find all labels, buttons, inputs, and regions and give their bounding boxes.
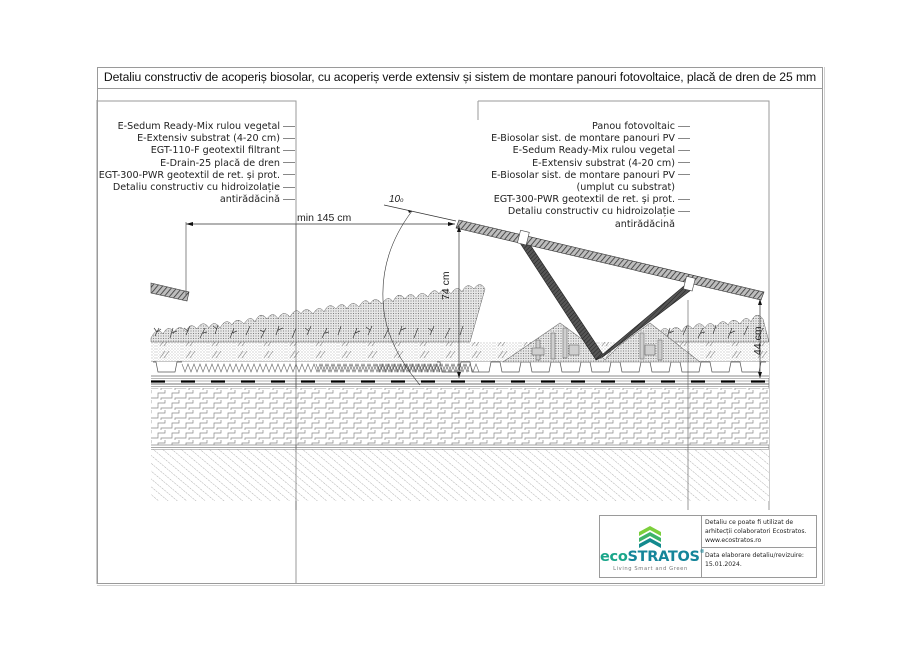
legend-left: [95, 121, 295, 206]
legend-left-item: E-Extensiv substrat (4-20 cm): [95, 133, 295, 145]
legend-left-item: E-Drain-25 placă de dren: [95, 158, 295, 170]
legend-left-item: E-Sedum Ready-Mix rulou vegetal: [95, 121, 295, 133]
legend-left-item: EGT-300-PWR geotextil de ret. și prot.: [95, 170, 295, 182]
legend-right-item: E-Sedum Ready-Mix rulou vegetal: [470, 145, 690, 157]
website-link[interactable]: www.ecostratos.ro: [705, 537, 762, 545]
legend-right-item: Panou fotovoltaic: [470, 121, 690, 133]
ecostratos-logo: [600, 516, 705, 577]
legend-left-item: antirădăcină: [95, 194, 295, 206]
legend-right-item: Detaliu constructiv cu hidroizolație: [470, 206, 690, 218]
usage-note: Detaliu ce poate fi utilizat de arhitecții colaboratori Ecostratos. www.ecostratos.ro: [702, 516, 816, 548]
legend-right-item: (umplut cu substrat): [576, 182, 675, 194]
document-title: Detaliu constructiv de acoperiș biosolar, cu acoperiș verde extensiv și sistem de montare panouri fotovoltaice, placă de dren de 25 mm: [103, 70, 817, 84]
tilt-angle-dimension: 10o: [389, 194, 404, 205]
legend-right-item: E-Biosolar sist. de montare panouri PV: [470, 170, 690, 182]
logo-tagline: Living Smart and Green: [613, 566, 688, 572]
high-edge-height-dimension: 74 cm: [440, 271, 452, 300]
revision-date: Data elaborare detaliu/revizuire: 15.01.2024.: [705, 552, 804, 569]
logo-wordmark: ecoSTRATOS®: [600, 549, 705, 565]
legend-right-item: EGT-300-PWR geotextil de ret. și prot.: [470, 194, 690, 206]
legend-right-item: E-Extensiv substrat (4-20 cm): [470, 158, 690, 170]
legend-right-item: antirădăcină: [614, 218, 675, 230]
legend-left-item: Detaliu constructiv cu hidroizolație: [95, 182, 295, 194]
row-spacing-dimension: min 145 cm: [297, 212, 352, 224]
low-edge-height-dimension: 44 cm: [752, 326, 764, 355]
legend-right: [470, 121, 690, 231]
title-block: [599, 515, 817, 578]
legend-right-item: E-Biosolar sist. de montare panouri PV: [470, 133, 690, 145]
legend-left-item: EGT-110-F geotextil filtrant: [95, 145, 295, 157]
